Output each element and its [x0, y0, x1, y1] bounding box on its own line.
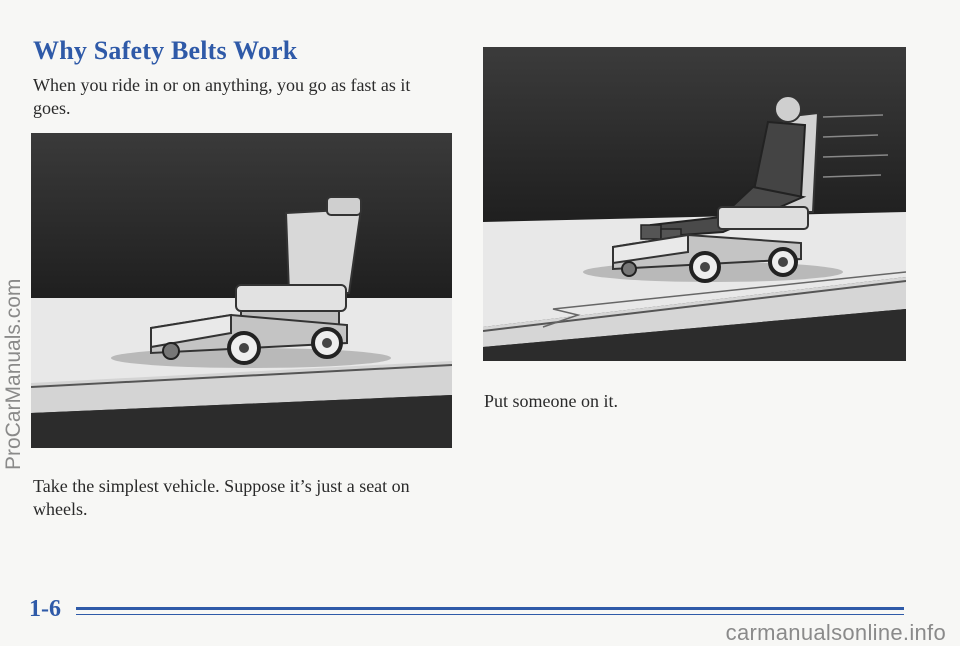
bottom-watermark: carmanualsonline.info [725, 620, 946, 645]
person-on-seat-illustration [483, 47, 906, 361]
left-figure-caption: Take the simplest vehicle. Suppose it’s just a seat on wheels. [33, 476, 410, 519]
footer-rule-thin [76, 614, 904, 615]
section-heading: Why Safety Belts Work [33, 36, 298, 65]
footer-rule [76, 607, 904, 610]
right-figure-caption: Put someone on it. [484, 391, 618, 411]
intro-paragraph: When you ride in or on anything, you go as fast as it goes. [33, 75, 411, 118]
seat-on-wheels-illustration [31, 133, 452, 448]
page-number: 1-6 [29, 596, 61, 622]
side-watermark: ProCarManuals.com [2, 278, 25, 470]
